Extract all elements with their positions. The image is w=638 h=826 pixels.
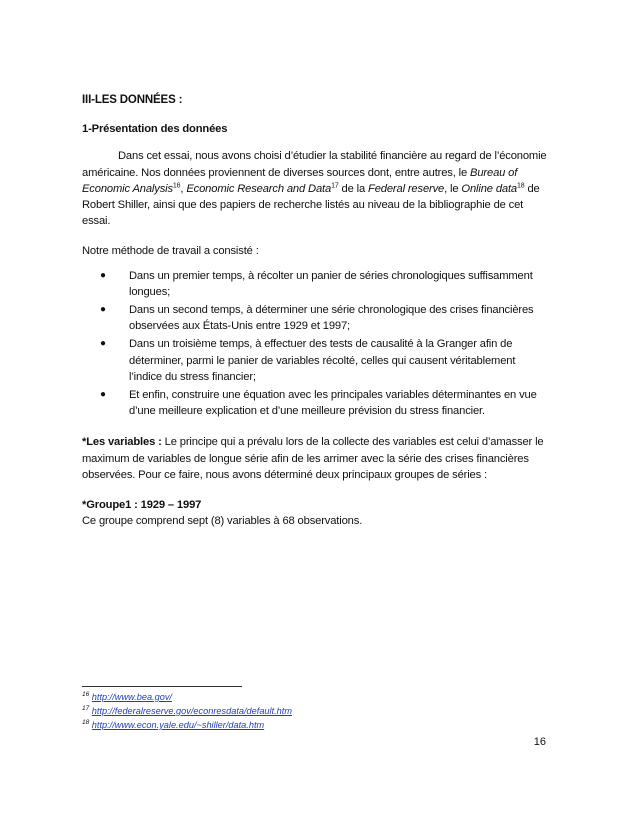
source-online-data: Online data [461, 182, 517, 195]
footnote-number: 18 [82, 718, 90, 726]
source-federal-reserve: Federal reserve [368, 182, 445, 195]
list-item [82, 268, 548, 300]
footnotes [82, 690, 522, 732]
bullet-icon: ● [100, 338, 106, 350]
group1-description: Ce groupe comprend sept (8) variables à 68 observations. [82, 515, 363, 528]
section-heading: III-LES DONNÉES : [82, 94, 183, 106]
intro-separator: de la [338, 182, 369, 195]
footnote-number: 16 [82, 690, 90, 698]
footnote-number: 17 [82, 704, 90, 712]
source-bea: Bureau of Economic Analysis [82, 166, 518, 195]
list-item [82, 387, 548, 419]
footnote-ref-16[interactable]: 16 [172, 182, 181, 190]
list-item-text: Dans un premier temps, à récolter un panier de séries chronologiques suffisamment longues; [129, 269, 533, 298]
group1-title: *Groupe1 : 1929 – 1997 [82, 499, 202, 512]
footnote-link[interactable]: http://federalreserve.gov/econresdata/default.htm [91, 706, 292, 716]
list-item [82, 336, 548, 385]
page-content [82, 92, 548, 529]
list-item-text: Dans un second temps, à déterminer une série chronologique des crises financières observées aux États-Unis entre 1929 et 1997; [129, 304, 534, 333]
intro-separator: , le [444, 182, 462, 195]
intro-text: Dans cet essai, nous avons choisi d’étudier la stabilité financière au regard de l’économie américaine. Nos données proviennent de diverses sources dont, entre autres, le [82, 150, 547, 179]
footnote-ref-17[interactable]: 17 [331, 182, 339, 190]
footnote-divider [82, 686, 242, 687]
footnote-16 [82, 690, 522, 704]
list-item-text: Et enfin, construire une équation avec les principales variables déterminantes en vue d’une meilleure explication et d’une meilleure prévision du stress financier. [129, 389, 537, 418]
footnote-link[interactable]: http://www.bea.gov/ [91, 692, 172, 702]
page-number: 16 [533, 736, 546, 748]
intro-text-end: de Robert Shiller, ainsi que des papiers de recherche listés au niveau de la bibliographie de cet essai. [82, 182, 540, 228]
variables-paragraph [82, 434, 548, 483]
method-intro: Notre méthode de travail a consisté : [82, 245, 259, 258]
method-list [82, 268, 548, 420]
variables-text: Le principe qui a prévalu lors de la collecte des variables est celui d’amasser le maximum de variables de longue série afin de les arrimer avec la série des crises financières observées. Pour ce faire, nous avons déterminé deux principaux groupes de séries : [82, 436, 544, 481]
intro-paragraph [82, 148, 548, 229]
subsection-heading: 1-Présentation des données [82, 123, 228, 136]
bullet-icon: ● [100, 269, 106, 281]
bullet-icon: ● [100, 389, 106, 401]
bullet-icon: ● [100, 304, 106, 316]
footnote-17 [82, 704, 522, 718]
intro-separator: , [180, 182, 187, 195]
footnote-link[interactable]: http://www.econ.yale.edu/~shiller/data.htm [91, 720, 265, 730]
footnote-18 [82, 718, 522, 732]
source-economic-research: Economic Research and Data [186, 182, 332, 195]
variables-label: *Les variables : [82, 436, 162, 449]
list-item [82, 302, 548, 334]
list-item-text: Dans un troisième temps, à effectuer des tests de causalité à la Granger afin de déterminer, parmi le panier de variables récolté, celles qui causent véritablement l’indice du stress financier; [129, 338, 516, 383]
footnote-ref-18[interactable]: 18 [517, 182, 525, 190]
